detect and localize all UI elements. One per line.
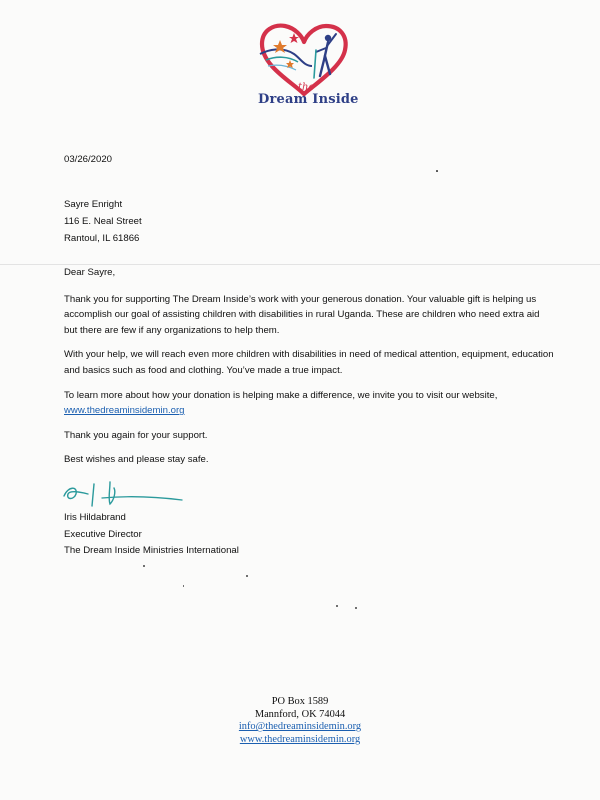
recipient-address (64, 196, 142, 247)
footer-email-link[interactable]: info@thedreaminsidemin.org (238, 721, 362, 733)
footer-po-box: PO Box 1589 (271, 696, 329, 707)
paper-speck (143, 565, 145, 567)
recipient-name: Sayre Enright (64, 199, 123, 210)
footer-website-link[interactable]: www.thedreaminsidemin.org (239, 733, 361, 745)
logo-name-text: Dream Inside (258, 92, 359, 107)
handwritten-signature (58, 478, 188, 510)
letter-footer (200, 696, 400, 746)
paragraph-website (64, 388, 554, 419)
paragraph-thanks: Thank you for supporting The Dream Inside’s work with your generous donation. Your valuable gift is helping us accomplish our goal of assisting children with disabilities in rural Uganda. These are children who need extra aid but there are few if any organizations to help them. (64, 293, 540, 336)
recipient-street: 116 E. Neal Street (64, 216, 142, 227)
thanks-line: Thank you again for your support. (64, 429, 208, 441)
website-invitation-text: To learn more about how your donation is helping make a difference, we invite you to visit our website, (64, 389, 498, 401)
paragraph-impact: With your help, we will reach even more children with disabilities in need of medical attention, equipment, education and basics such as food and clothing. You’ve made a true impact. (64, 349, 554, 376)
closing-line: Best wishes and please stay safe. (64, 454, 209, 466)
signer-name: Iris Hildabrand (64, 512, 126, 523)
paper-speck (436, 170, 438, 172)
dream-inside-logo (246, 20, 362, 112)
logo-the-text: the (298, 82, 315, 93)
paper-speck (183, 585, 184, 587)
letter-body (64, 265, 554, 477)
recipient-city: Rantoul, IL 61866 (64, 233, 140, 244)
signer-title: Executive Director (64, 528, 142, 540)
paper-speck (336, 605, 338, 607)
footer-city: Mannford, OK 74044 (254, 708, 346, 720)
letter-date: 03/26/2020 (64, 154, 113, 165)
signer-organization: The Dream Inside Ministries International (64, 545, 239, 556)
salutation: Dear Sayre, (64, 267, 116, 278)
website-link[interactable]: www.thedreaminsidemin.org (64, 405, 185, 417)
signature-block (64, 510, 239, 560)
paper-speck (246, 575, 248, 577)
paper-speck (355, 607, 357, 609)
